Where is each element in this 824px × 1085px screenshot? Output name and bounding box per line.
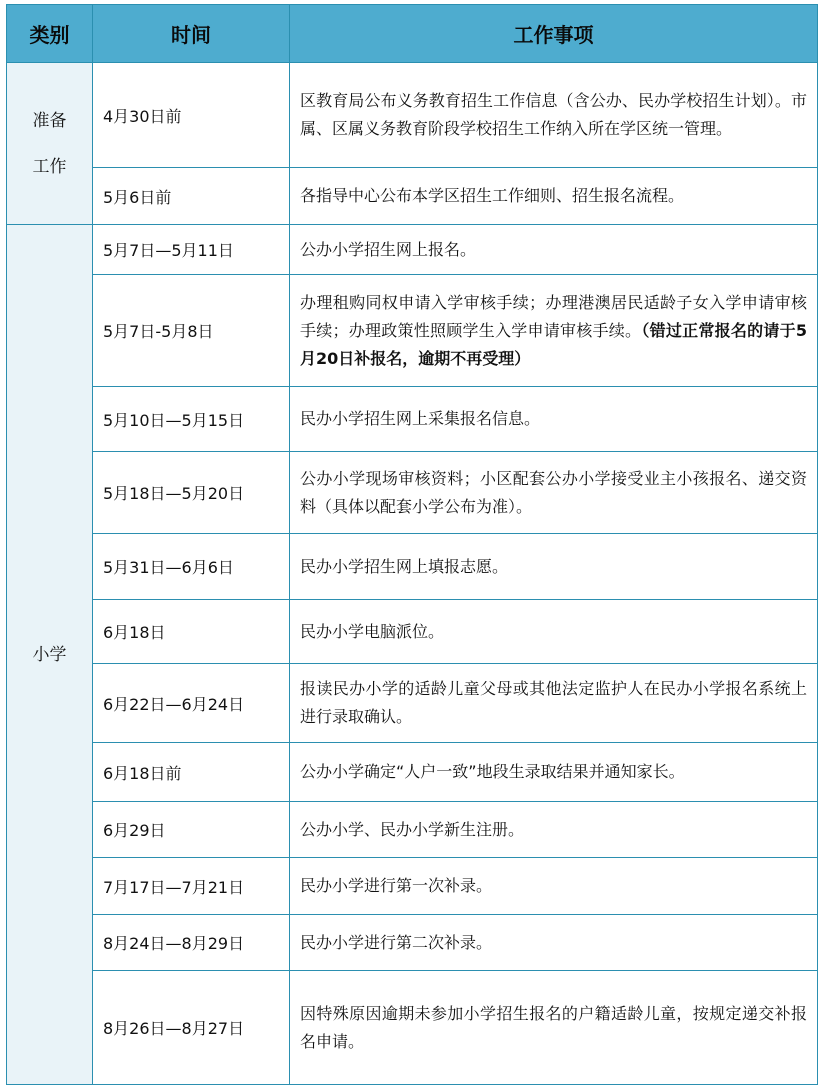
time-cell: 8月26日—8月27日	[93, 971, 290, 1085]
table-row	[7, 452, 818, 534]
item-cell: 公办小学现场审核资料；小区配套公办小学接受业主小孩报名、递交资料（具体以配套小学公布为准）。	[290, 452, 818, 534]
time-cell: 6月18日前	[93, 743, 290, 802]
table-row	[7, 225, 818, 275]
time-cell: 5月31日—6月6日	[93, 534, 290, 600]
header-time: 时间	[93, 5, 290, 63]
item-cell: 民办小学进行第一次补录。	[290, 858, 818, 915]
time-cell: 4月30日前	[93, 63, 290, 168]
table-row	[7, 275, 818, 387]
item-cell: 因特殊原因逾期未参加小学招生报名的户籍适龄儿童，按规定递交补报名申请。	[290, 971, 818, 1085]
category-line: 小学	[32, 644, 67, 665]
item-cell: 区教育局公布义务教育招生工作信息（含公办、民办学校招生计划）。市属、区属义务教育阶段学校招生工作纳入所在学区统一管理。	[290, 63, 818, 168]
time-cell: 6月22日—6月24日	[93, 664, 290, 743]
header-item: 工作事项	[290, 5, 818, 63]
table-row	[7, 387, 818, 452]
item-cell	[290, 275, 818, 387]
table-row	[7, 664, 818, 743]
schedule-sheet	[6, 4, 817, 1085]
item-cell: 公办小学确定“人户一致”地段生录取结果并通知家长。	[290, 743, 818, 802]
item-cell: 民办小学进行第二次补录。	[290, 915, 818, 971]
table-row	[7, 534, 818, 600]
table-row	[7, 600, 818, 664]
category-line: 工作	[32, 156, 67, 177]
item-cell: 各指导中心公布本学区招生工作细则、招生报名流程。	[290, 168, 818, 225]
table-row	[7, 971, 818, 1085]
table-row	[7, 743, 818, 802]
time-cell: 5月10日—5月15日	[93, 387, 290, 452]
table-row	[7, 915, 818, 971]
time-cell: 5月7日-5月8日	[93, 275, 290, 387]
table-header	[7, 5, 818, 63]
category-line: 准备	[32, 110, 67, 131]
late-registration-note: （错过正常报名的请于5月20日补报名，逾期不再受理）	[300, 320, 807, 368]
table-row	[7, 858, 818, 915]
time-cell: 5月18日—5月20日	[93, 452, 290, 534]
header-row	[7, 5, 818, 63]
item-cell: 公办小学招生网上报名。	[290, 225, 818, 275]
time-cell: 5月7日—5月11日	[93, 225, 290, 275]
header-category: 类别	[7, 5, 93, 63]
item-cell: 公办小学、民办小学新生注册。	[290, 802, 818, 858]
table-row	[7, 168, 818, 225]
item-cell: 报读民办小学的适龄儿童父母或其他法定监护人在民办小学报名系统上进行录取确认。	[290, 664, 818, 743]
table-body	[7, 63, 818, 1085]
time-cell: 6月29日	[93, 802, 290, 858]
time-cell: 8月24日—8月29日	[93, 915, 290, 971]
enrollment-schedule-table	[6, 4, 818, 1085]
item-cell: 民办小学招生网上填报志愿。	[290, 534, 818, 600]
category-cell-primary-school	[7, 225, 93, 1085]
category-cell-preparation	[7, 63, 93, 225]
item-text: 办理租购同权申请入学审核手续；办理港澳居民适龄子女入学申请审核手续；办理政策性照顾学生入学申请审核手续。	[300, 292, 807, 340]
table-row	[7, 802, 818, 858]
time-cell: 6月18日	[93, 600, 290, 664]
time-cell: 5月6日前	[93, 168, 290, 225]
time-cell: 7月17日—7月21日	[93, 858, 290, 915]
item-cell: 民办小学招生网上采集报名信息。	[290, 387, 818, 452]
item-cell: 民办小学电脑派位。	[290, 600, 818, 664]
table-row	[7, 63, 818, 168]
